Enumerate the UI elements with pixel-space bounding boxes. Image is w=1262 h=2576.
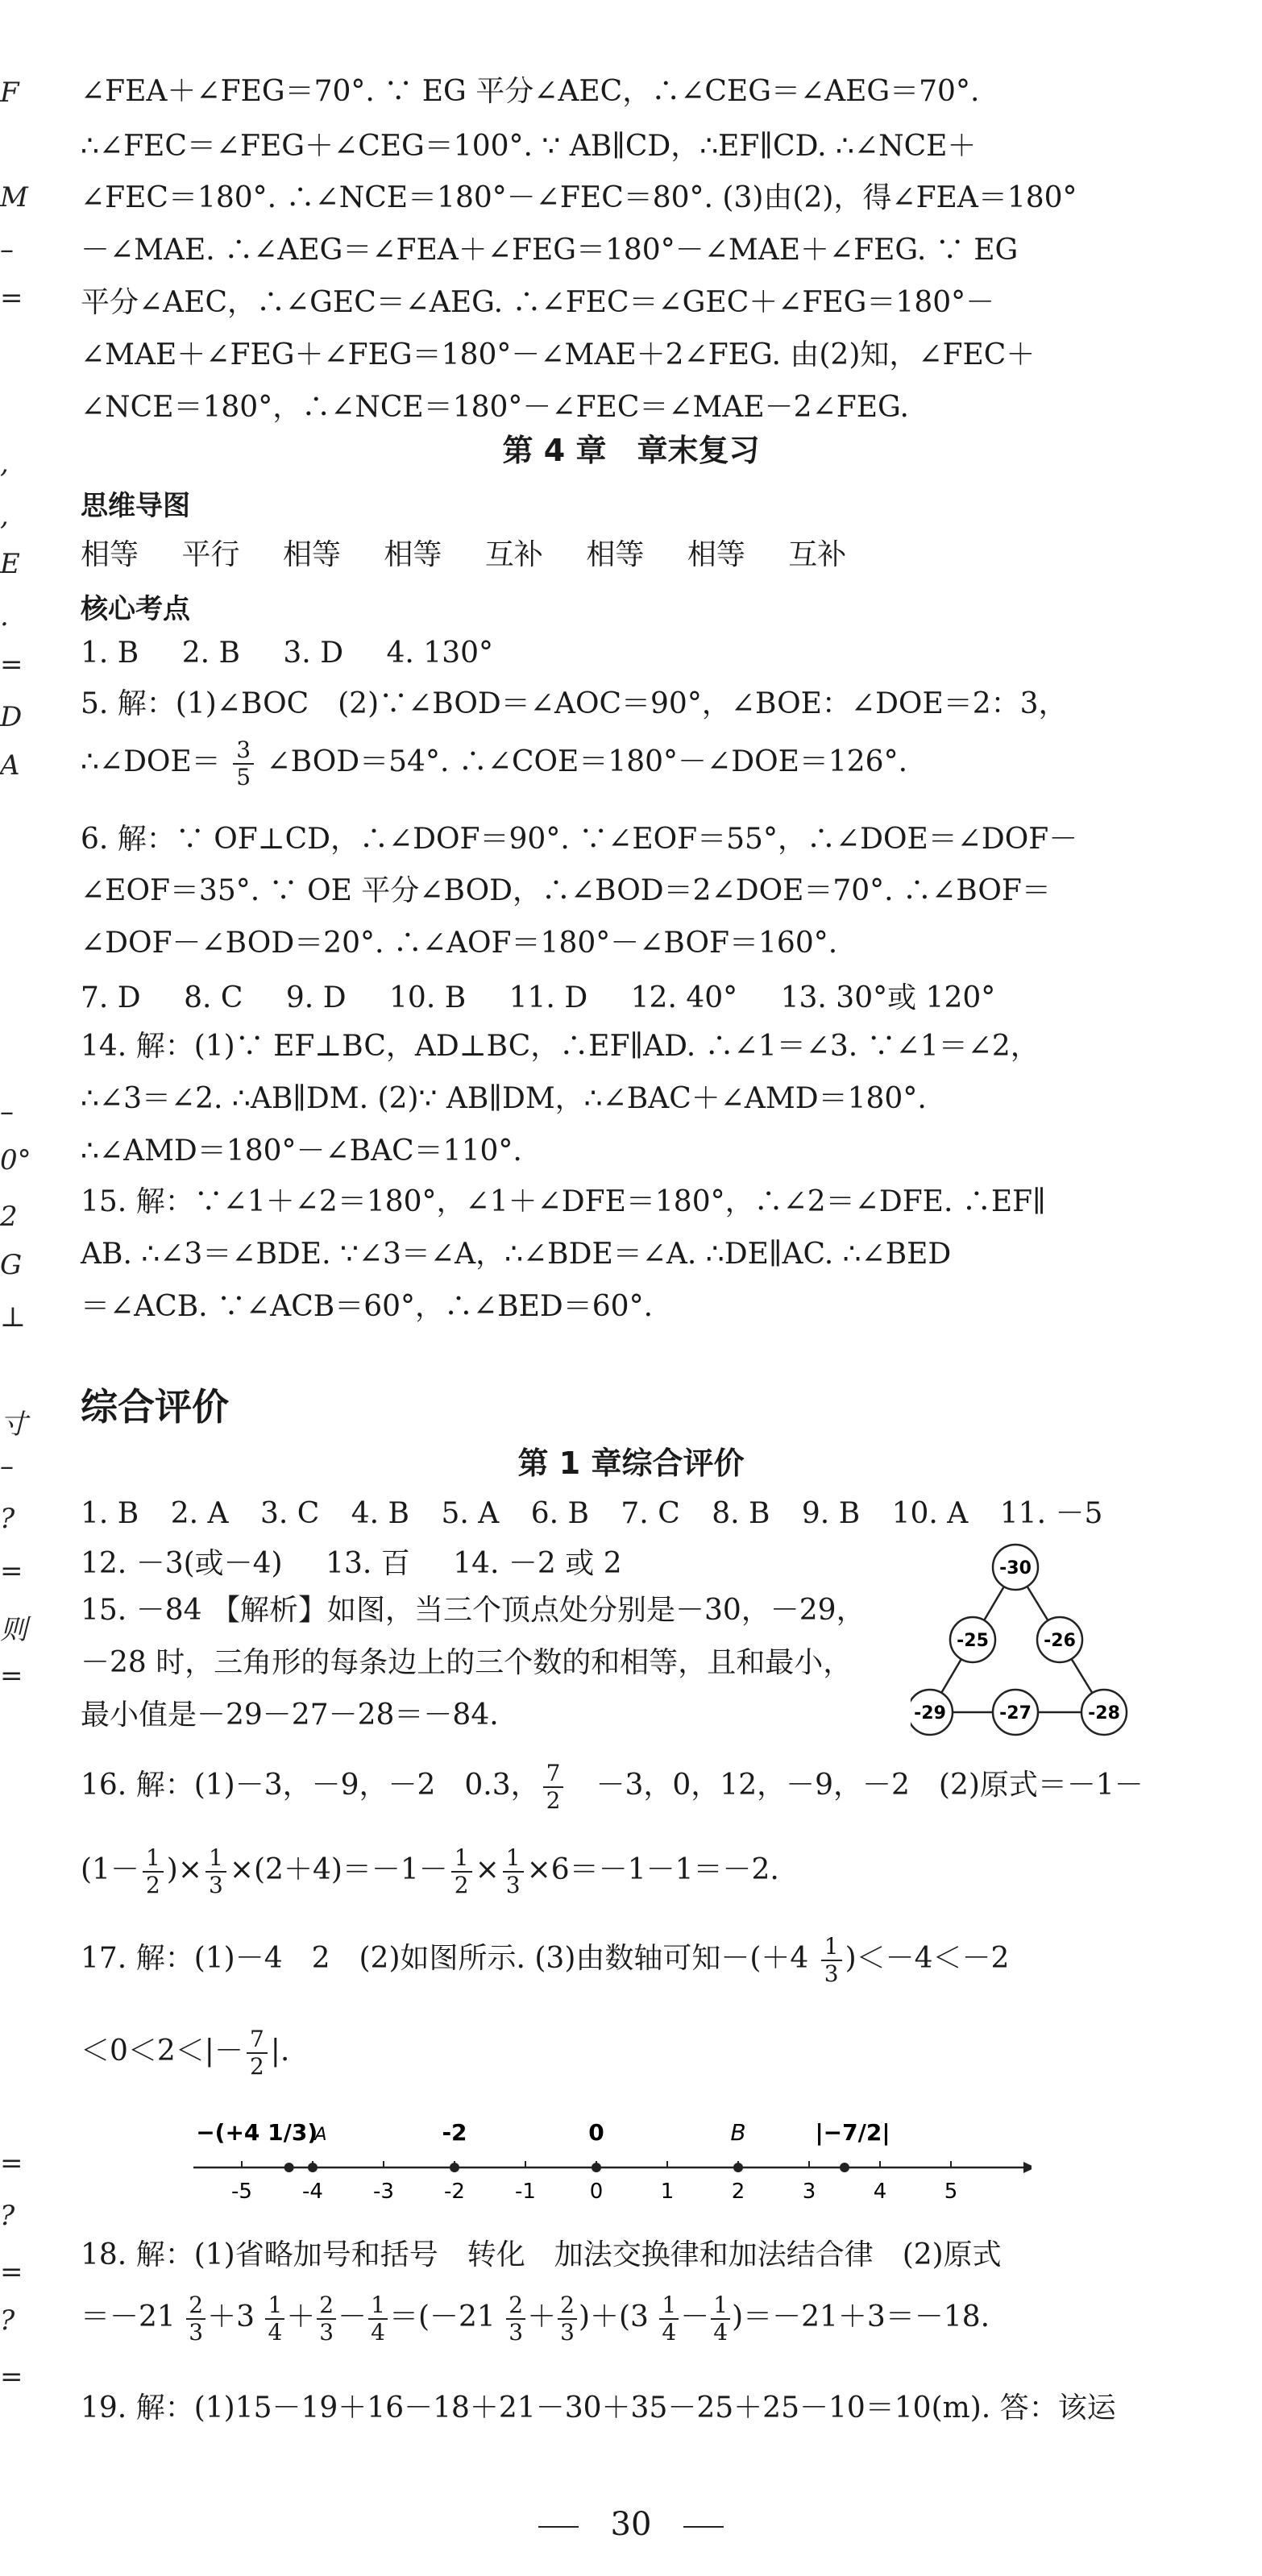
number-line-point-label: −(+4 1/3) <box>196 2119 318 2146</box>
edge-fragment: – <box>0 1096 14 1128</box>
intro-line: ∠FEC＝180°. ∴∠NCE＝180°－∠FEC＝80°. (3)由(2)，得∠FEA＝180° <box>81 181 1077 214</box>
fraction-numerator: 1 <box>659 2292 679 2320</box>
answer-item: 5. A <box>441 1497 500 1530</box>
number-line-point-label: |−7/2| <box>815 2119 890 2146</box>
answer-item: 3. C <box>259 1497 320 1530</box>
edge-fragment: A <box>0 749 20 782</box>
answer-item: 14. －2 或 2 <box>453 1547 622 1580</box>
divider <box>683 2526 724 2528</box>
fraction-numerator: 1 <box>368 2292 388 2320</box>
fraction-numerator: 1 <box>711 2292 730 2320</box>
c1-q18-line2 <box>81 2292 1165 2346</box>
c1-answers-row1 <box>81 1491 1102 1532</box>
fraction-numerator: 7 <box>247 2026 268 2054</box>
answer-item: 4. 130° <box>386 637 494 670</box>
answer-item: 3. D <box>283 637 344 670</box>
mindmap-answer: 相等 <box>282 538 341 571</box>
fraction-denominator: 4 <box>268 2319 283 2346</box>
mindmap-answer: 相等 <box>586 538 645 571</box>
triangle-node-label: -29 <box>914 1703 946 1724</box>
triangle-node-label: -27 <box>999 1703 1032 1724</box>
c1-answers-row2 <box>81 1541 656 1582</box>
answer-item: 9. B <box>801 1497 861 1530</box>
text: )＜－4＜－2 <box>845 1942 1010 1975</box>
edge-fragment: = <box>0 2147 23 2180</box>
fraction-numerator: 2 <box>317 2292 336 2320</box>
answer-item: 2. B <box>181 637 240 670</box>
fraction-denominator: 3 <box>505 1872 521 1898</box>
tick-label: -5 <box>231 2180 252 2204</box>
c1-q15-line: 最小值是－29－27－28＝－84. <box>81 1699 499 1732</box>
fraction-numerator: 3 <box>233 737 254 765</box>
triangle-node-label: -25 <box>957 1631 989 1651</box>
fraction-denominator: 4 <box>713 2319 729 2346</box>
fraction <box>233 737 254 790</box>
chapter4-title: 第 4 章 章末复习 <box>502 433 760 468</box>
answer-item: 12. －3(或－4) <box>81 1547 283 1580</box>
c1-q15-line: 15. －84 【解析】如图，当三个顶点处分别是－30，－29， <box>81 1594 866 1627</box>
fraction-numerator: 2 <box>186 2292 205 2320</box>
number-line-point-label: -2 <box>442 2119 467 2146</box>
fraction <box>711 2292 730 2346</box>
mindmap-label: 思维导图 <box>81 490 190 522</box>
q15-line: 15. 解：∵∠1＋∠2＝180°，∠1＋∠DFE＝180°，∴∠2＝∠DFE. ∴EF∥ <box>81 1185 1046 1218</box>
edge-fragment: ? <box>0 2304 15 2337</box>
text: ＋ <box>527 2300 557 2333</box>
number-line-point <box>308 2163 318 2172</box>
fraction-denominator: 3 <box>319 2319 334 2346</box>
text: － <box>338 2300 367 2333</box>
answer-item: 10. A <box>891 1497 969 1530</box>
fraction-numerator: 7 <box>543 1761 564 1788</box>
fraction <box>659 2292 679 2346</box>
fraction-denominator: 3 <box>509 2319 524 2346</box>
fraction-denominator: 4 <box>662 2319 677 2346</box>
fraction-denominator: 2 <box>145 1872 160 1898</box>
mindmap-answer: 相等 <box>687 538 745 571</box>
tick-label: -3 <box>373 2180 394 2204</box>
answer-item: 4. B <box>351 1497 409 1530</box>
number-line-point-label: B <box>730 2119 746 2146</box>
c1-q16-line2 <box>81 1845 1165 1898</box>
number-line <box>185 2111 1032 2208</box>
mindmap-answers <box>81 532 880 573</box>
core-answers-row2 <box>81 975 1029 1016</box>
fraction-denominator: 3 <box>560 2319 575 2346</box>
fraction-numerator: 2 <box>506 2292 525 2320</box>
fraction <box>821 1934 842 1987</box>
text: ＋ <box>286 2300 316 2333</box>
edge-fragment: ? <box>0 1503 15 1535</box>
tick-label: -1 <box>515 2180 536 2204</box>
number-line-point <box>284 2163 294 2172</box>
edge-fragment: = <box>0 649 23 681</box>
text: ＝－21 <box>81 2300 185 2333</box>
mindmap-answer: 互补 <box>484 538 543 571</box>
fraction-denominator: 3 <box>824 1960 839 1987</box>
mindmap-answer: 相等 <box>81 538 139 571</box>
fraction <box>543 1761 564 1814</box>
q6-line: ∠DOF－∠BOD＝20°. ∴∠AOF＝180°－∠BOF＝160°. <box>81 927 838 960</box>
answer-item: 2. A <box>170 1497 229 1530</box>
fraction-numerator: 1 <box>503 1845 524 1873</box>
edge-fragment: M <box>0 181 28 214</box>
fraction <box>451 1845 472 1898</box>
triangle-node-label: -28 <box>1088 1703 1120 1724</box>
q6-line: ∠EOF＝35°. ∵ OE 平分∠BOD，∴∠BOD＝2∠DOE＝70°. ∴∠BOF＝ <box>81 874 1051 907</box>
edge-fragment: 0° <box>0 1144 31 1176</box>
text: ＋3 <box>207 2300 264 2333</box>
fraction <box>368 2292 388 2346</box>
tick-label: 1 <box>660 2180 675 2204</box>
edge-fragment: – <box>0 1450 14 1483</box>
c1-q18-line1: 18. 解：(1)省略加号和括号 转化 加法交换律和加法结合律 (2)原式 <box>81 2238 1002 2271</box>
edge-fragment: G <box>0 1249 23 1281</box>
number-line-point <box>450 2163 459 2172</box>
answer-item: 11. －5 <box>999 1497 1103 1530</box>
q15-line: ＝∠ACB. ∵∠ACB＝60°，∴∠BED＝60°. <box>81 1290 654 1323</box>
intro-line: 平分∠AEC，∴∠GEC＝∠AEG. ∴∠FEC＝∠GEC＋∠FEG＝180°－ <box>81 286 995 319</box>
text: )× <box>166 1853 202 1886</box>
text: 17. 解：(1)－4 2 (2)如图所示. (3)由数轴可知－(＋4 <box>81 1942 818 1975</box>
edge-fragment: = <box>0 1660 23 1692</box>
number-line-point-label: A <box>314 2125 327 2145</box>
edge-fragment: . <box>0 600 9 633</box>
fraction-denominator: 2 <box>454 1872 469 1898</box>
edge-fragment: = <box>0 1555 23 1587</box>
number-line-point <box>733 2163 743 2172</box>
edge-fragment: = <box>0 2256 23 2288</box>
edge-fragment: F <box>0 77 19 109</box>
text: － <box>680 2300 710 2333</box>
fraction <box>317 2292 336 2346</box>
answer-item: 9. D <box>285 981 347 1014</box>
edge-fragment: ? <box>0 2200 15 2232</box>
answer-item: 8. B <box>712 1497 770 1530</box>
tick-label: 3 <box>802 2180 816 2204</box>
fraction <box>265 2292 284 2346</box>
fraction <box>558 2292 577 2346</box>
fraction-denominator: 3 <box>189 2319 204 2346</box>
edge-fragment: , <box>0 500 9 532</box>
fraction-denominator: 2 <box>249 2053 264 2080</box>
page-number <box>0 2506 1262 2543</box>
triangle-diagram <box>911 1535 1152 1744</box>
c1-q19-line1: 19. 解：(1)15－19＋16－18＋21－30＋35－25＋25－10＝10(m). 答：该运 <box>81 2391 1116 2425</box>
fraction-denominator: 4 <box>371 2319 385 2346</box>
fraction <box>506 2292 525 2346</box>
core-label: 核心考点 <box>81 593 190 625</box>
answer-item: 12. 40° <box>630 981 738 1014</box>
fraction-numerator: 1 <box>821 1934 842 1961</box>
chapter1-title: 第 1 章综合评价 <box>517 1446 745 1481</box>
mindmap-answer: 平行 <box>181 538 240 571</box>
edge-fragment: 则 <box>0 1614 27 1646</box>
q5-line1: 5. 解：(1)∠BOC (2)∵∠BOD＝∠AOC＝90°，∠BOE：∠DOE＝2：3， <box>81 687 1068 720</box>
fraction <box>143 1845 164 1898</box>
fraction-numerator: 1 <box>265 2292 284 2320</box>
triangle-node-label: -26 <box>1044 1631 1076 1651</box>
intro-line: ∠MAE＋∠FEG＋∠FEG＝180°－∠MAE＋2∠FEG. 由(2)知，∠FEC＋ <box>81 338 1036 371</box>
edge-fragment: E <box>0 548 20 580</box>
text: ＝(－21 <box>388 2300 505 2333</box>
fraction <box>186 2292 205 2346</box>
text: 16. 解：(1)－3，－9，－2 0.3， <box>81 1769 540 1802</box>
mindmap-answer: 互补 <box>788 538 847 571</box>
q15-line: AB. ∴∠3＝∠BDE. ∵∠3＝∠A，∴∠BDE＝∠A. ∴DE∥AC. ∴∠BED <box>81 1238 952 1271</box>
q5-line2-pre: ∴∠DOE＝ <box>81 745 221 778</box>
fraction-denominator: 5 <box>236 764 251 790</box>
text: ＜0＜2＜|－ <box>81 2035 243 2068</box>
edge-fragment: 寸 <box>0 1408 27 1441</box>
fraction-numerator: 2 <box>558 2292 577 2320</box>
text: |. <box>270 2035 290 2068</box>
text: ×(2＋4)＝－1－ <box>229 1853 448 1886</box>
tick-label: 5 <box>944 2180 958 2204</box>
answer-item: 11. D <box>509 981 588 1014</box>
answer-item: 10. B <box>389 981 467 1014</box>
q14-line: ∴∠AMD＝180°－∠BAC＝110°. <box>81 1135 522 1168</box>
edge-fragment: – <box>0 234 14 266</box>
q5-line2-post: ∠BOD＝54°. ∴∠COE＝180°－∠DOE＝126°. <box>266 745 908 778</box>
fraction <box>247 2026 268 2080</box>
text: )＝－21＋3＝－18. <box>732 2300 990 2333</box>
section-title: 综合评价 <box>81 1385 229 1429</box>
mindmap-answer: 相等 <box>384 538 442 571</box>
answer-item: 1. B <box>81 637 139 670</box>
q14-line: ∴∠3＝∠2. ∴AB∥DM. (2)∵ AB∥DM，∴∠BAC＋∠AMD＝180°. <box>81 1082 927 1115</box>
core-answers-row1 <box>81 637 527 670</box>
c1-q16-line1 <box>81 1761 1165 1814</box>
edge-fragment: 2 <box>0 1201 18 1233</box>
text: )＋(3 <box>578 2300 658 2333</box>
answer-item: 6. B <box>530 1497 589 1530</box>
edge-fragment: = <box>0 282 23 314</box>
fraction-numerator: 1 <box>143 1845 164 1873</box>
fraction-denominator: 2 <box>546 1787 561 1814</box>
answer-item: 1. B <box>81 1497 139 1530</box>
tick-label: -4 <box>302 2180 323 2204</box>
edge-fragment: ⊥ <box>0 1301 26 1334</box>
edge-fragment: = <box>0 2361 23 2393</box>
fraction-numerator: 1 <box>205 1845 226 1873</box>
intro-line: ∠FEA＋∠FEG＝70°. ∵ EG 平分∠AEC，∴∠CEG＝∠AEG＝70°. <box>81 75 980 108</box>
tick-label: 2 <box>731 2180 745 2204</box>
c1-q15-line: －28 时，三角形的每条边上的三个数的和相等，且和最小， <box>81 1646 853 1679</box>
q6-line: 6. 解：∵ OF⊥CD，∴∠DOF＝90°. ∵∠EOF＝55°，∴∠DOE＝∠DOF－ <box>81 823 1078 856</box>
number-line-point-label: 0 <box>588 2119 604 2146</box>
axis-arrow <box>1023 2162 1032 2173</box>
edge-fragment: , <box>0 447 9 479</box>
text: (1－ <box>81 1853 139 1886</box>
q5-line2 <box>81 737 1165 802</box>
triangle-node-label: -30 <box>999 1558 1032 1578</box>
edge-fragment: D <box>0 701 23 733</box>
answer-item: 8. C <box>184 981 243 1014</box>
text: × <box>475 1853 500 1886</box>
text: ×6＝－1－1＝－2. <box>526 1853 779 1886</box>
page-number-text: 30 <box>610 2506 652 2543</box>
c1-q17-line2 <box>81 2026 1165 2080</box>
q14-line: 14. 解：(1)∵ EF⊥BC，AD⊥BC，∴EF∥AD. ∴∠1＝∠3. ∵∠1＝∠2， <box>81 1030 1040 1063</box>
intro-line: ∠NCE＝180°，∴∠NCE＝180°－∠FEC＝∠MAE－2∠FEG. <box>81 391 909 424</box>
answer-item: 13. 30°或 120° <box>780 981 996 1014</box>
fraction <box>503 1845 524 1898</box>
answer-item: 7. C <box>621 1497 680 1530</box>
answer-item: 13. 百 <box>326 1547 410 1580</box>
tick-label: 4 <box>873 2180 887 2204</box>
text: －3，0，12，－9，－2 (2)原式＝－1－ <box>567 1769 1144 1802</box>
intro-line: －∠MAE. ∴∠AEG＝∠FEA＋∠FEG＝180°－∠MAE＋∠FEG. ∵ EG <box>81 234 1019 267</box>
c1-q17-line1 <box>81 1934 1165 1987</box>
fraction-denominator: 3 <box>209 1872 223 1898</box>
tick-label: -2 <box>444 2180 465 2204</box>
divider <box>538 2526 579 2528</box>
answer-item: 7. D <box>81 981 141 1014</box>
number-line-point <box>592 2163 601 2172</box>
number-line-point <box>840 2163 849 2172</box>
fraction <box>205 1845 226 1898</box>
tick-label: 0 <box>589 2180 604 2204</box>
fraction-numerator: 1 <box>451 1845 472 1873</box>
intro-line: ∴∠FEC＝∠FEG＋∠CEG＝100°. ∵ AB∥CD，∴EF∥CD. ∴∠NCE＋ <box>81 130 977 163</box>
